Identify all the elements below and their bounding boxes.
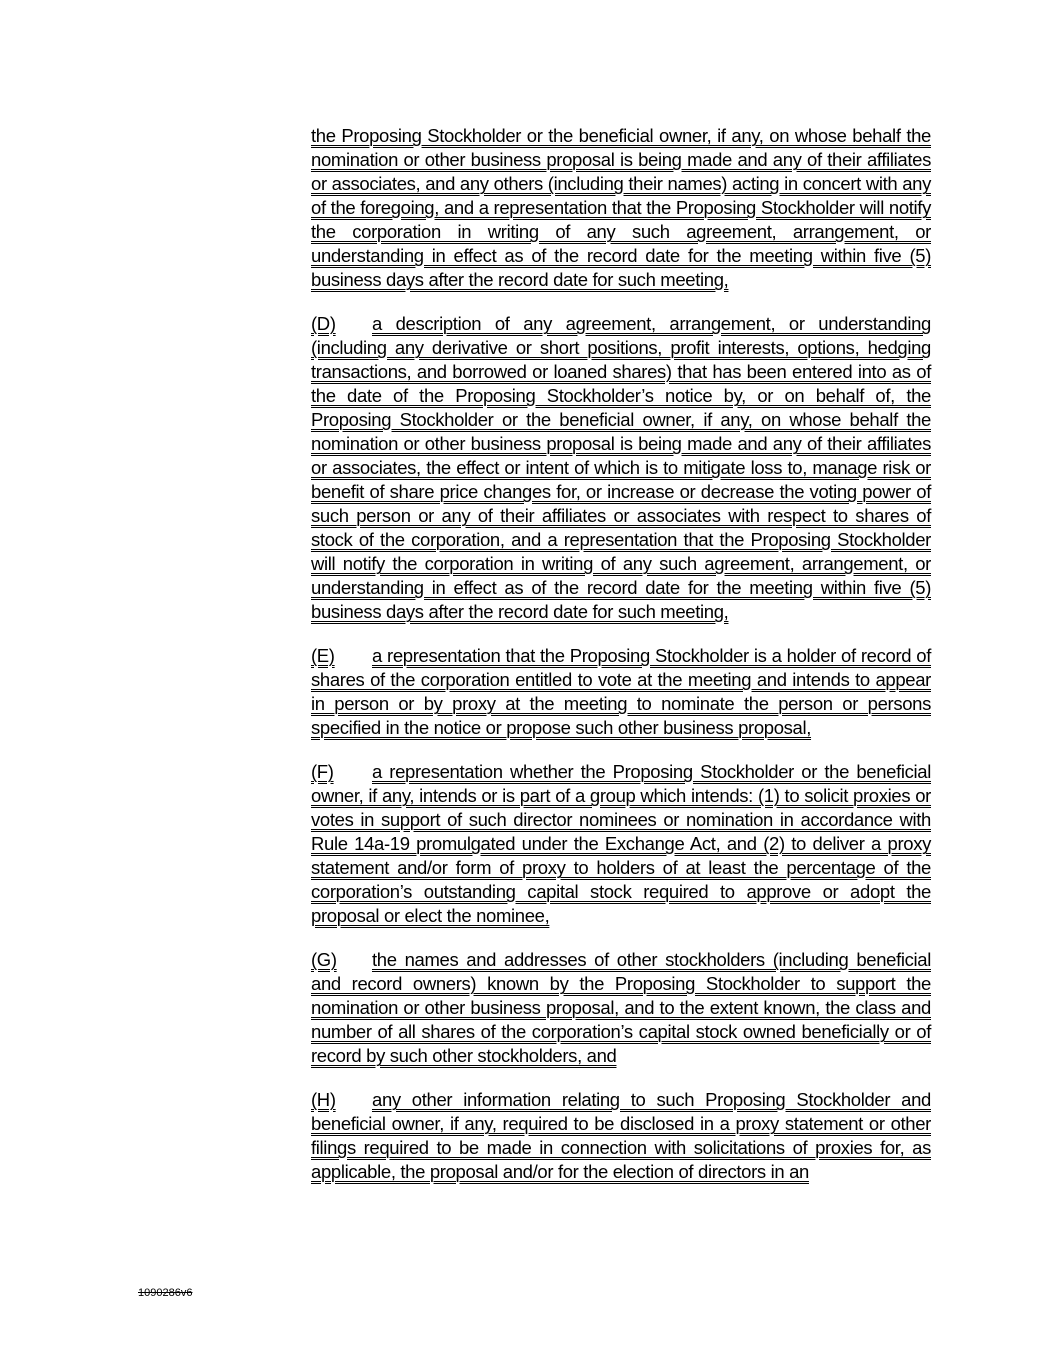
list-item-h [311, 1088, 931, 1184]
item-marker: (G) [311, 949, 337, 970]
item-marker: (F) [311, 761, 334, 782]
continued-paragraph: the Proposing Stockholder or the beneficial owner, if any, on whose behalf the nomination or other business proposal is being made and any of their affiliates or associates, and any others (including their names) acting in concert with any of the foregoing, and a representation that the Proposing Stockholder will notify the corporation in writing of any such agreement, arrangement, or understanding in effect as of the record date for the meeting within five (5) business days after the record date for such meeting, [311, 125, 931, 290]
item-text: any other information relating to such Proposing Stockholder and beneficial owner, if any, required to be disclosed in a proxy statement or other filings required to be made in connection with solicitations of proxies for, as applicable, the proposal and/or for the election of directors in an [311, 1089, 931, 1182]
item-text: the names and addresses of other stockholders (including beneficial and record owners) known by the Proposing Stockholder to support the nomination or other business proposal, and to the extent known, the class and number of all shares of the corporation’s capital stock owned beneficially or of record by such other stockholders, and [311, 949, 931, 1066]
text-column [311, 124, 931, 1204]
item-text: a representation that the Proposing Stockholder is a holder of record of shares of the corporation entitled to vote at the meeting and intends to appear in person or by proxy at the meeting to nominate the person or persons specified in the notice or propose such other business proposal, [311, 645, 931, 738]
item-text: a representation whether the Proposing Stockholder or the beneficial owner, if any, intends or is part of a group which intends: (1) to solicit proxies or votes in support of such director nominees or nomination in accordance with Rule 14a-19 promulgated under the Exchange Act, and (2) to deliver a proxy statement and/or form of proxy to holders of at least the percentage of the corporation’s outstanding capital stock required to approve or adopt the proposal or elect the nominee, [311, 761, 931, 926]
document-id-footer: 1090286v6 [138, 1287, 193, 1299]
item-marker: (D) [311, 313, 336, 334]
item-marker: (H) [311, 1089, 336, 1110]
list-item-e [311, 644, 931, 740]
item-marker: (E) [311, 645, 335, 666]
item-text: a description of any agreement, arrangement, or understanding (including any derivative or short positions, profit interests, options, hedging transactions, and borrowed or loaned shares) that has been entered into as of the date of the Proposing Stockholder’s notice by, or on behalf of, the Proposing Stockholder or the beneficial owner, if any, on whose behalf the nomination or other business proposal is being made and any of their affiliates or associates, the effect or intent of which is to mitigate loss to, manage risk or benefit of share price changes for, or increase or decrease the voting power of such person or any of their affiliates or associates with respect to shares of stock of the corporation, and a representation that the Proposing Stockholder will notify the corporation in writing of any such agreement, arrangement, or understanding in effect as of the record date for the meeting within five (5) business days after the record date for such meeting, [311, 313, 931, 622]
list-item-g [311, 948, 931, 1068]
list-item-d [311, 312, 931, 624]
list-item-f [311, 760, 931, 928]
